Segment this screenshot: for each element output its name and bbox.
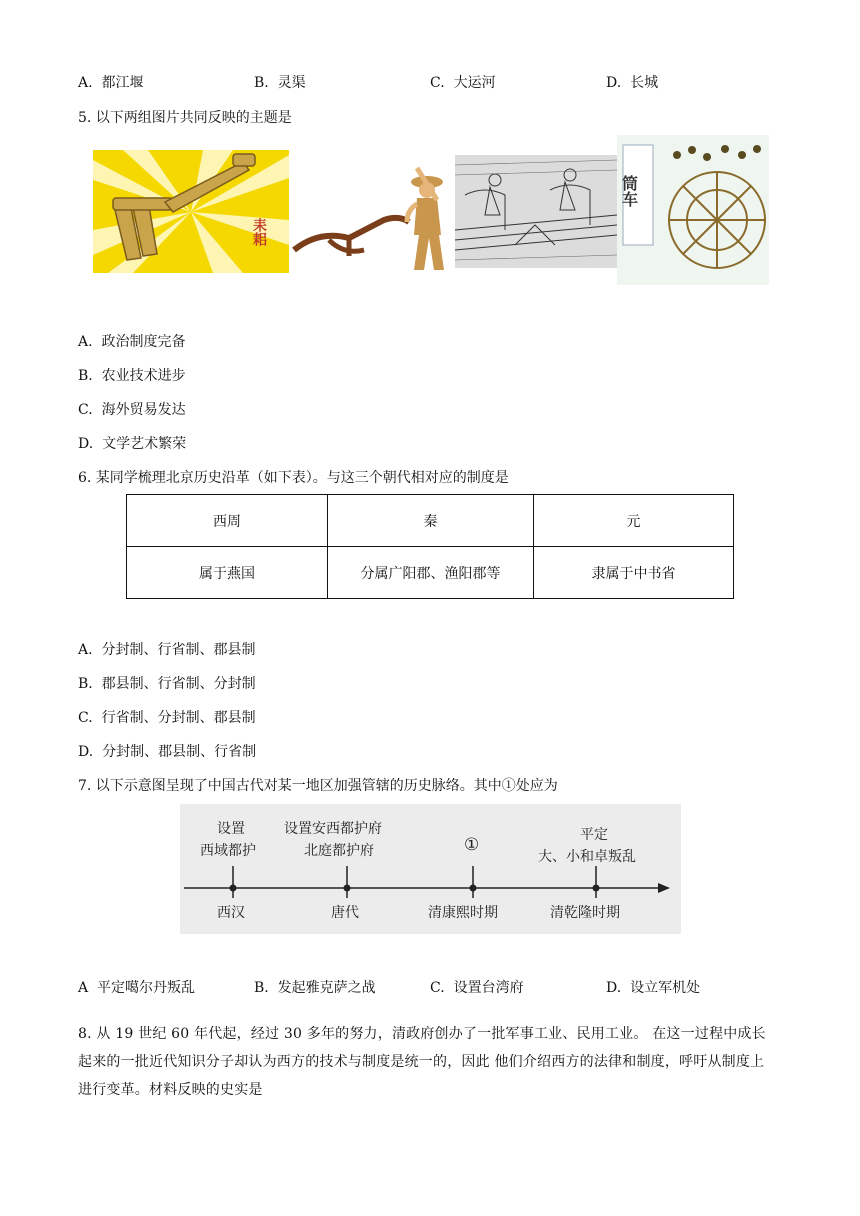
q7-option-c: C. 设置台湾府: [430, 980, 524, 996]
leisi-plow-image: [93, 150, 289, 273]
q6-option-d: D. 分封制、郡县制、行省制: [78, 744, 257, 760]
plowing-farmer-image: [289, 160, 454, 272]
table-cell: 属于燕国: [127, 547, 328, 599]
q6-option-b: B. 郡县制、行省制、分封制: [78, 676, 256, 692]
table-row: [127, 547, 734, 599]
timeline-event-label: 大、小和卓叛乱: [538, 849, 636, 865]
q4-option-a: A. 都江堰: [78, 75, 144, 91]
q5-stem: 5. 以下两组图片共同反映的主题是: [78, 110, 292, 126]
timeline-event-top: 设置: [217, 821, 245, 837]
timeline-blank-marker: ①: [464, 835, 480, 855]
q4-option-b: B. 灵渠: [254, 75, 306, 91]
leisi-label-1: 耒耜: [251, 218, 267, 246]
table-cell: 西周: [127, 495, 328, 547]
table-row: [127, 495, 734, 547]
q7-option-d: D. 设立军机处: [606, 980, 701, 996]
q6-stem: 6. 某同学梳理北京历史沿革（如下表）。与这三个朝代相对应的制度是: [78, 470, 509, 486]
q7-option-b: B. 发起雅克萨之战: [254, 980, 376, 996]
timeline-period: 唐代: [331, 905, 359, 921]
table-cell: 秦: [328, 495, 534, 547]
timeline-period: 清乾隆时期: [550, 905, 620, 921]
q4-option-c: C. 大运河: [430, 75, 496, 91]
timeline-event-label: 北庭都护府: [304, 843, 374, 859]
timeline-period: 清康熙时期: [428, 905, 498, 921]
timeline-event-top: 平定: [580, 827, 608, 843]
pedal-waterwheel-image: [455, 155, 617, 268]
q5-option-a: A. 政治制度完备: [78, 334, 186, 350]
q6-option-a: A. 分封制、行省制、郡县制: [78, 642, 256, 658]
table-cell: 分属广阳郡、渔阳郡等: [328, 547, 534, 599]
tube-waterwheel-image: [617, 135, 769, 285]
q7-stem: 7. 以下示意图呈现了中国古代对某一地区加强管辖的历史脉络。其中①处应为: [78, 778, 558, 794]
timeline-event-top: 设置安西都护府: [284, 821, 382, 837]
q5-option-d: D. 文学艺术繁荣: [78, 436, 187, 452]
timeline-event-label: 西域都护: [200, 843, 256, 859]
q8-stem: 8. 从 19 世纪 60 年代起，经过 30 多年的努力，清政府创办了一批军事工业、民用工业。 在这一过程中成长起来的一批近代知识分子却认为西方的技术与制度是统一的，因此 他们介绍西方的法律和制度，呼吁从制度上进行变革。材料反映的史实是: [78, 1026, 766, 1098]
q7-option-a: A 平定噶尔丹叛乱: [78, 980, 196, 996]
table-cell: 隶属于中书省: [534, 547, 734, 599]
tube-waterwheel-label: 筒车: [619, 175, 639, 207]
beijing-history-table: [126, 494, 734, 599]
q5-option-c: C. 海外贸易发达: [78, 402, 186, 418]
xinjiang-governance-timeline: [180, 804, 681, 934]
timeline-period: 西汉: [217, 905, 245, 921]
q5-option-b: B. 农业技术进步: [78, 368, 186, 384]
q6-option-c: C. 行省制、分封制、郡县制: [78, 710, 256, 726]
q4-option-d: D. 长城: [606, 75, 659, 91]
table-cell: 元: [534, 495, 734, 547]
